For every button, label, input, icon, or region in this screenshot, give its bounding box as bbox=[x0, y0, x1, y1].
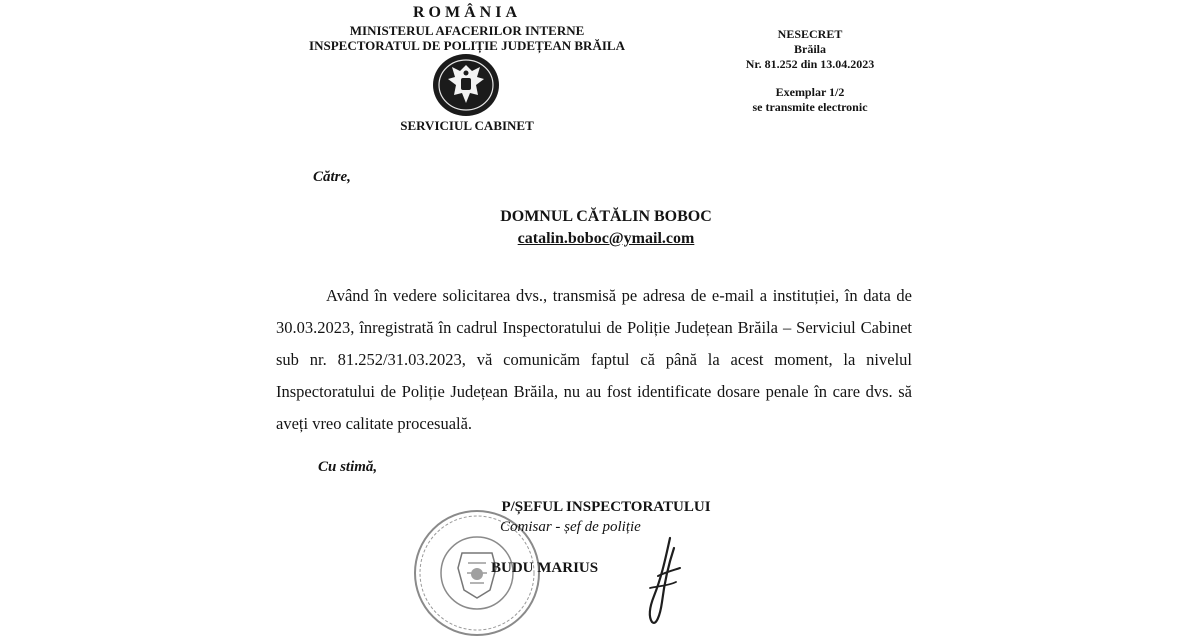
city-label: Brăila bbox=[794, 42, 826, 56]
copy-number: Exemplar 1/2 bbox=[775, 85, 845, 99]
police-crest-icon bbox=[432, 53, 500, 117]
signatory-rank: Comisar - șef de poliție bbox=[500, 519, 641, 535]
ministry-heading: MINISTERUL AFACERILOR INTERNE bbox=[349, 23, 585, 38]
inspectorate-heading: INSPECTORATUL DE POLIȚIE JUDEȚEAN BRĂILA bbox=[309, 38, 625, 53]
closing: Cu stimă, bbox=[318, 459, 378, 475]
greeting: Către, bbox=[313, 169, 351, 185]
signatory-name: BUDU MARIUS bbox=[491, 560, 599, 576]
service-heading: SERVICIUL CABINET bbox=[400, 118, 534, 133]
letter-body: Având în vedere solicitarea dvs., transmisă pe adresa de e-mail a instituției, în data de 30.03.2023, înregistrată în cadrul Inspectoratului de Poliție Județean Brăila – Serviciul Cabinet sub nr. 81.252/31.03.2023, vă comunicăm faptul că până la acest moment, la nivelul Inspectoratului de Poliție Județean Brăila, nu au fost identificate dosare penale în care dvs. să aveți vreo calitate procesuală. bbox=[276, 286, 912, 433]
country-heading: ROMÂNIA bbox=[413, 4, 521, 21]
classification-label: NESECRET bbox=[777, 27, 843, 41]
transmission-note: se transmite electronic bbox=[752, 100, 868, 114]
registration-number: Nr. 81.252 din 13.04.2023 bbox=[745, 57, 875, 71]
addressee-email[interactable]: catalin.boboc@ymail.com bbox=[517, 230, 695, 247]
handwritten-signature-icon bbox=[640, 536, 684, 630]
signatory-title: P/ȘEFUL INSPECTORATULUI bbox=[501, 499, 711, 515]
addressee-name: DOMNUL CĂTĂLIN BOBOC bbox=[500, 208, 712, 225]
